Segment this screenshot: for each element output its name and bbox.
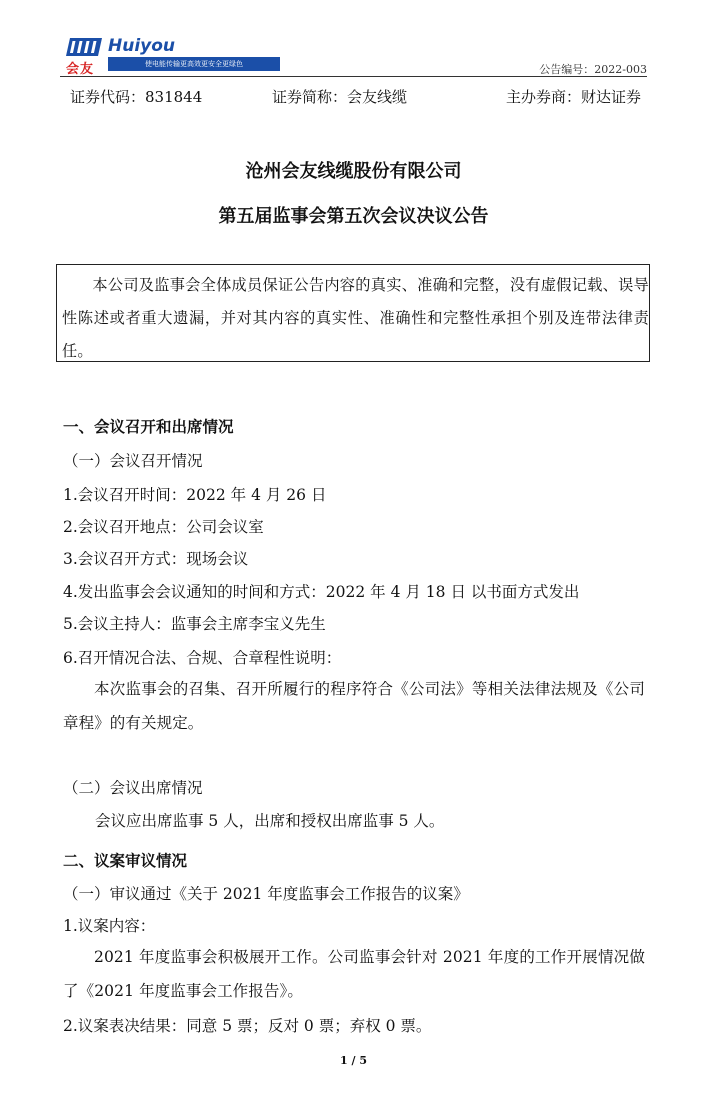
section1-sub1: （一）会议召开情况 bbox=[63, 452, 203, 470]
announcement-number: 公告编号：2022-003 bbox=[539, 63, 647, 76]
page-number: 1 / 5 bbox=[340, 1054, 367, 1067]
meeting-location: 2.会议召开地点：公司会议室 bbox=[63, 518, 264, 536]
security-abbreviation: 证券简称：会友线缆 bbox=[272, 88, 408, 106]
sponsor-broker: 主办券商：财达证券 bbox=[505, 88, 641, 106]
security-info-row bbox=[60, 86, 647, 108]
meeting-time: 1.会议召开时间：2022 年 4 月 26 日 bbox=[63, 486, 327, 504]
meeting-method: 3.会议召开方式：现场会议 bbox=[63, 550, 249, 568]
header-divider bbox=[60, 76, 647, 77]
section2-sub1: （一）审议通过《关于 2021 年度监事会工作报告的议案》 bbox=[63, 885, 469, 903]
logo-english-name: Huiyou bbox=[108, 36, 176, 56]
logo-chinese-name: 会友 bbox=[66, 62, 95, 77]
company-title: 沧州会友线缆股份有限公司 bbox=[245, 161, 462, 182]
compliance-text: 本次监事会的召集、召开所履行的程序符合《公司法》等相关法律法规及《公司章程》的有关规定。 bbox=[63, 680, 645, 732]
guarantee-statement-box: 本公司及监事会全体成员保证公告内容的真实、准确和完整，没有虚假记载、误导性陈述或者重大遗漏，并对其内容的真实性、准确性和完整性承担个别及连带法律责任。 bbox=[56, 264, 650, 362]
notice-method: 4.发出监事会会议通知的时间和方式：2022 年 4 月 18 日 以书面方式发出 bbox=[63, 583, 580, 601]
meeting-host: 5.会议主持人：监事会主席李宝义先生 bbox=[63, 615, 326, 633]
proposal-content-label: 1.议案内容： bbox=[63, 917, 156, 935]
section1-sub2: （二）会议出席情况 bbox=[63, 779, 203, 797]
company-logo bbox=[64, 34, 243, 77]
security-code: 证券代码：831844 bbox=[70, 88, 203, 106]
section2-heading: 二、议案审议情况 bbox=[63, 852, 188, 870]
logo-slogan: 使电能传输更高效更安全更绿色 bbox=[108, 57, 280, 71]
attendance-text: 会议应出席监事 5 人，出席和授权出席监事 5 人。 bbox=[95, 812, 445, 830]
vote-result: 2.议案表决结果：同意 5 票；反对 0 票；弃权 0 票。 bbox=[63, 1017, 432, 1035]
compliance-label: 6.召开情况合法、合规、合章程性说明： bbox=[63, 649, 342, 667]
section1-heading: 一、会议召开和出席情况 bbox=[63, 418, 234, 436]
notice-title: 第五届监事会第五次会议决议公告 bbox=[218, 206, 489, 227]
proposal-content-text: 2021 年度监事会积极展开工作。公司监事会针对 2021 年度的工作开展情况做了《2021 年度监事会工作报告》。 bbox=[63, 948, 645, 1000]
